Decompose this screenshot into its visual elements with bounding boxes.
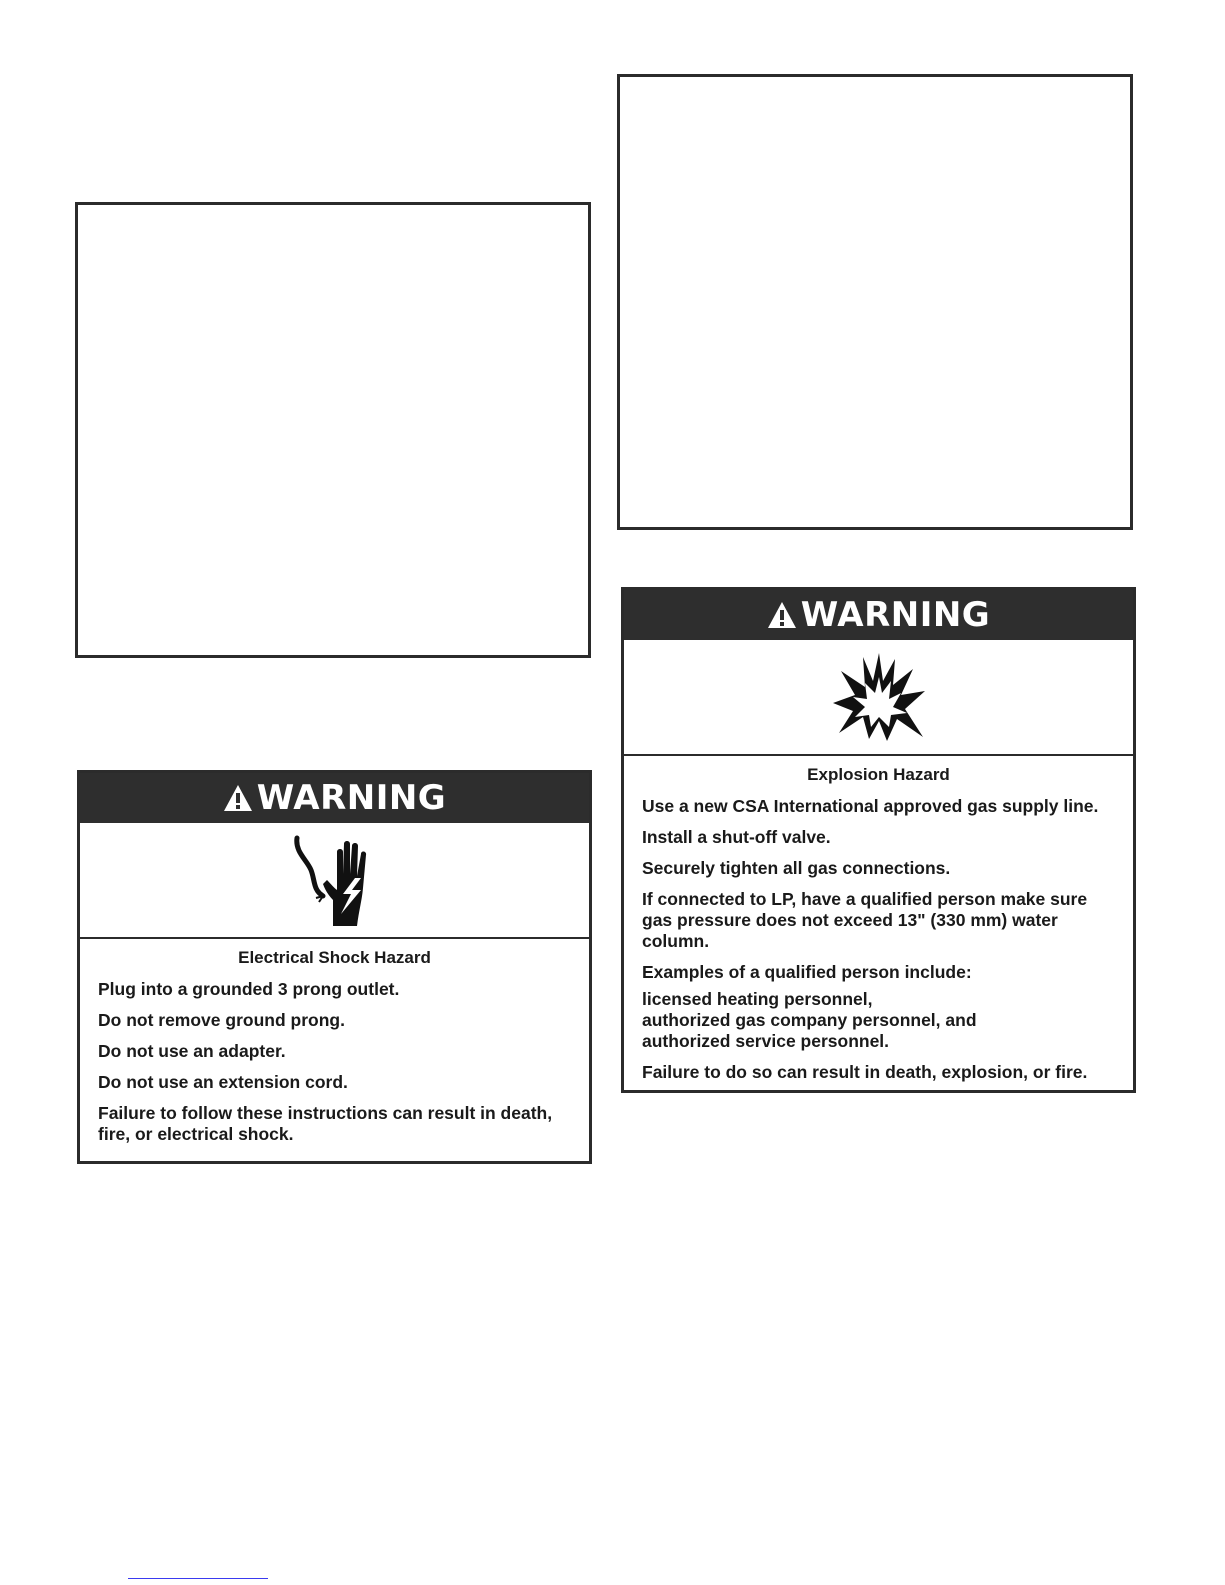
warning-line: licensed heating personnel, authorized gas company personnel, and authorized service personnel. <box>642 989 977 1051</box>
warning-line: Do not use an adapter. <box>98 1041 286 1061</box>
warning-header-text: WARNING <box>256 778 447 818</box>
footer-link-underline <box>128 1578 268 1579</box>
warning-line: Do not remove ground prong. <box>98 1010 345 1030</box>
warning-line: Failure to follow these instructions can result in death, fire, or electrical shock. <box>98 1103 553 1144</box>
warning-triangle-icon <box>767 601 797 629</box>
warning-line: Securely tighten all gas connections. <box>642 858 951 878</box>
warning-header <box>624 590 1133 640</box>
warning-header <box>80 773 589 823</box>
empty-frame-left <box>75 202 591 658</box>
warning-line: If connected to LP, have a qualified person make sure gas pressure does not exceed 13" (330 mm) water column. <box>642 889 1088 951</box>
hazard-title: Explosion Hazard <box>807 765 950 784</box>
warning-body <box>80 939 589 1155</box>
warning-line: Use a new CSA International approved gas supply line. <box>642 796 1099 816</box>
warning-line: Install a shut-off valve. <box>642 827 831 847</box>
warning-line: Failure to do so can result in death, explosion, or fire. <box>642 1062 1088 1082</box>
hazard-title: Electrical Shock Hazard <box>238 948 431 967</box>
warning-triangle-icon <box>223 784 253 812</box>
electrical-shock-hand-icon <box>285 830 385 930</box>
icon-area <box>624 640 1133 756</box>
warning-line: Examples of a qualified person include: <box>642 962 972 982</box>
warning-line: Do not use an extension cord. <box>98 1072 348 1092</box>
explosion-icon <box>829 651 929 743</box>
empty-frame-right <box>617 74 1133 530</box>
warning-header-text: WARNING <box>800 595 991 635</box>
electrical-shock-warning <box>77 770 592 1164</box>
explosion-warning <box>621 587 1136 1093</box>
warning-line: Plug into a grounded 3 prong outlet. <box>98 979 400 999</box>
warning-body <box>624 756 1133 1093</box>
icon-area <box>80 823 589 939</box>
